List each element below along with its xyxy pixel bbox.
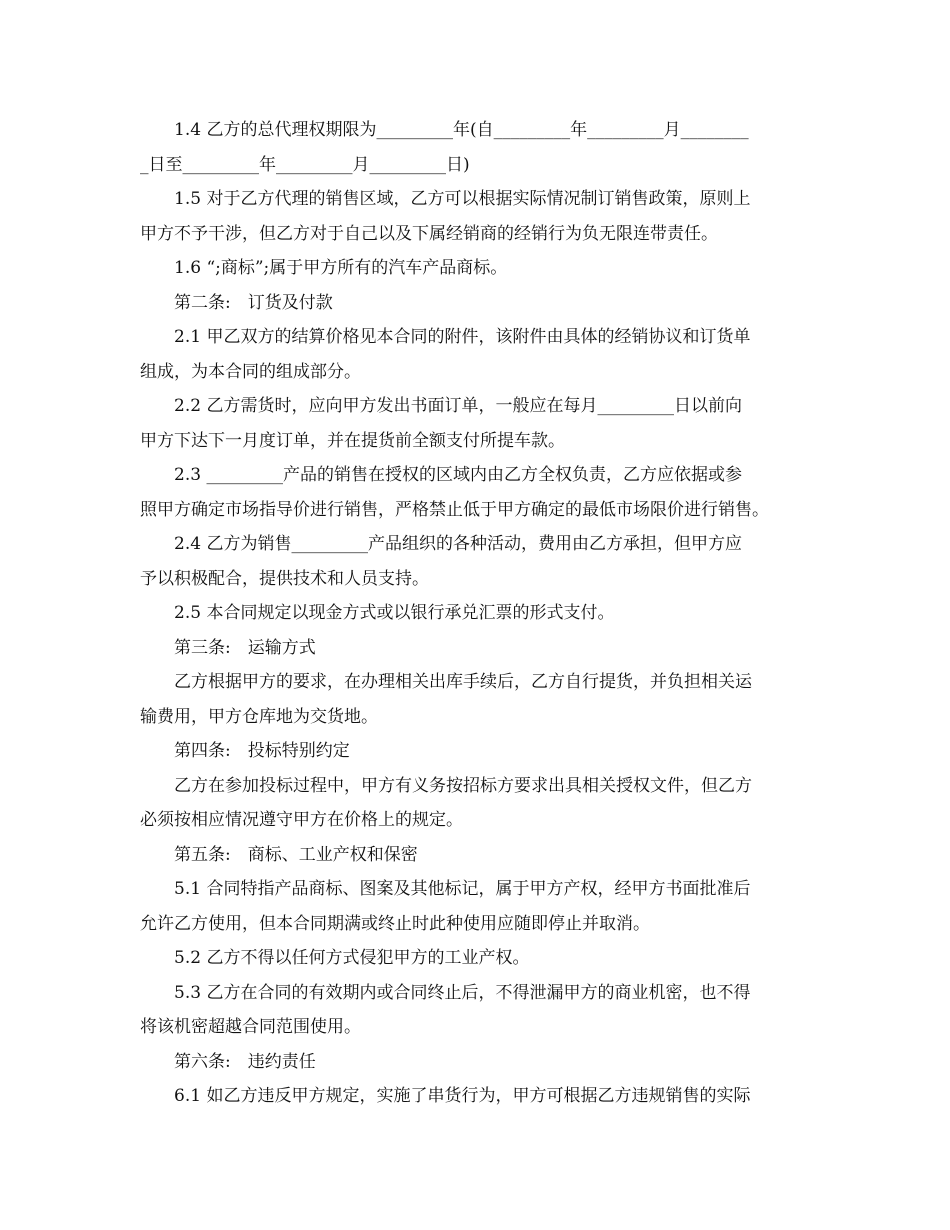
document-line: 1.5 对于乙方代理的销售区域，乙方可以根据实际情况制订销售政策，原则上	[174, 189, 751, 209]
document-line: 6.1 如乙方违反甲方规定，实施了串货行为，甲方可根据乙方违规销售的实际	[174, 1086, 751, 1106]
document-line: 乙方根据甲方的要求，在办理相关出库手续后，乙方自行提货，并负担相关运	[174, 672, 752, 692]
document-line: _日至_________年_________月_________日)	[140, 154, 470, 175]
document-body	[140, 113, 812, 1114]
document-line: 5.1 合同特指产品商标、图案及其他标记，属于甲方产权，经甲方书面批准后	[174, 879, 751, 899]
document-line: 第六条: 违约责任	[174, 1051, 316, 1072]
document-line: 2.1 甲乙双方的结算价格见本合同的附件，该附件由具体的经销协议和订货单	[174, 327, 751, 347]
document-line: 第二条: 订货及付款	[174, 292, 333, 313]
document-line: 第四条: 投标特别约定	[174, 741, 350, 761]
document-line: 1.4 乙方的总代理权期限为_________年(自_________年_________月________	[174, 120, 749, 140]
document-line: 2.4 乙方为销售_________产品组织的各种活动，费用由乙方承担，但甲方应	[174, 534, 742, 554]
document-line: 乙方在参加投标过程中，甲方有义务按招标方要求出具相关授权文件，但乙方	[174, 775, 752, 796]
document-line: 2.2 乙方需货时，应向甲方发出书面订单，一般应在每月_________日以前向	[174, 396, 742, 416]
document-line: 1.6 “;商标”;属于甲方所有的汽车产品商标。	[174, 258, 508, 278]
document-line: 组成，为本合同的组成部分。	[140, 361, 361, 382]
document-line: 5.3 乙方在合同的有效期内或合同终止后，不得泄漏甲方的商业机密，也不得	[174, 982, 751, 1003]
document-line: 甲方下达下一月度订单，并在提货前全额支付所提车款。	[140, 430, 565, 451]
document-line: 第三条: 运输方式	[174, 637, 316, 658]
document-line: 将该机密超越合同范围使用。	[140, 1017, 361, 1037]
document-line: 2.5 本合同规定以现金方式或以银行承兑汇票的形式支付。	[174, 603, 615, 623]
document-line: 输费用，甲方仓库地为交货地。	[140, 706, 378, 727]
document-line: 甲方不予干涉，但乙方对于自己以及下属经销商的经销行为负无限连带责任。	[140, 223, 718, 244]
document-line: 第五条: 商标、工业产权和保密	[174, 844, 418, 865]
document-line: 予以积极配合，提供技术和人员支持。	[140, 568, 429, 589]
document-line: 必须按相应情况遵守甲方在价格上的规定。	[140, 810, 463, 830]
document-line: 2.3 _________产品的销售在授权的区域内由乙方全权负责，乙方应依据或参	[174, 465, 742, 485]
document-line: 5.2 乙方不得以任何方式侵犯甲方的工业产权。	[174, 948, 530, 968]
document-line: 照甲方确定市场指导价进行销售，严格禁止低于甲方确定的最低市场限价进行销售。	[140, 499, 769, 520]
document-line: 允许乙方使用，但本合同期满或终止时此种使用应随即停止并取消。	[140, 913, 650, 934]
